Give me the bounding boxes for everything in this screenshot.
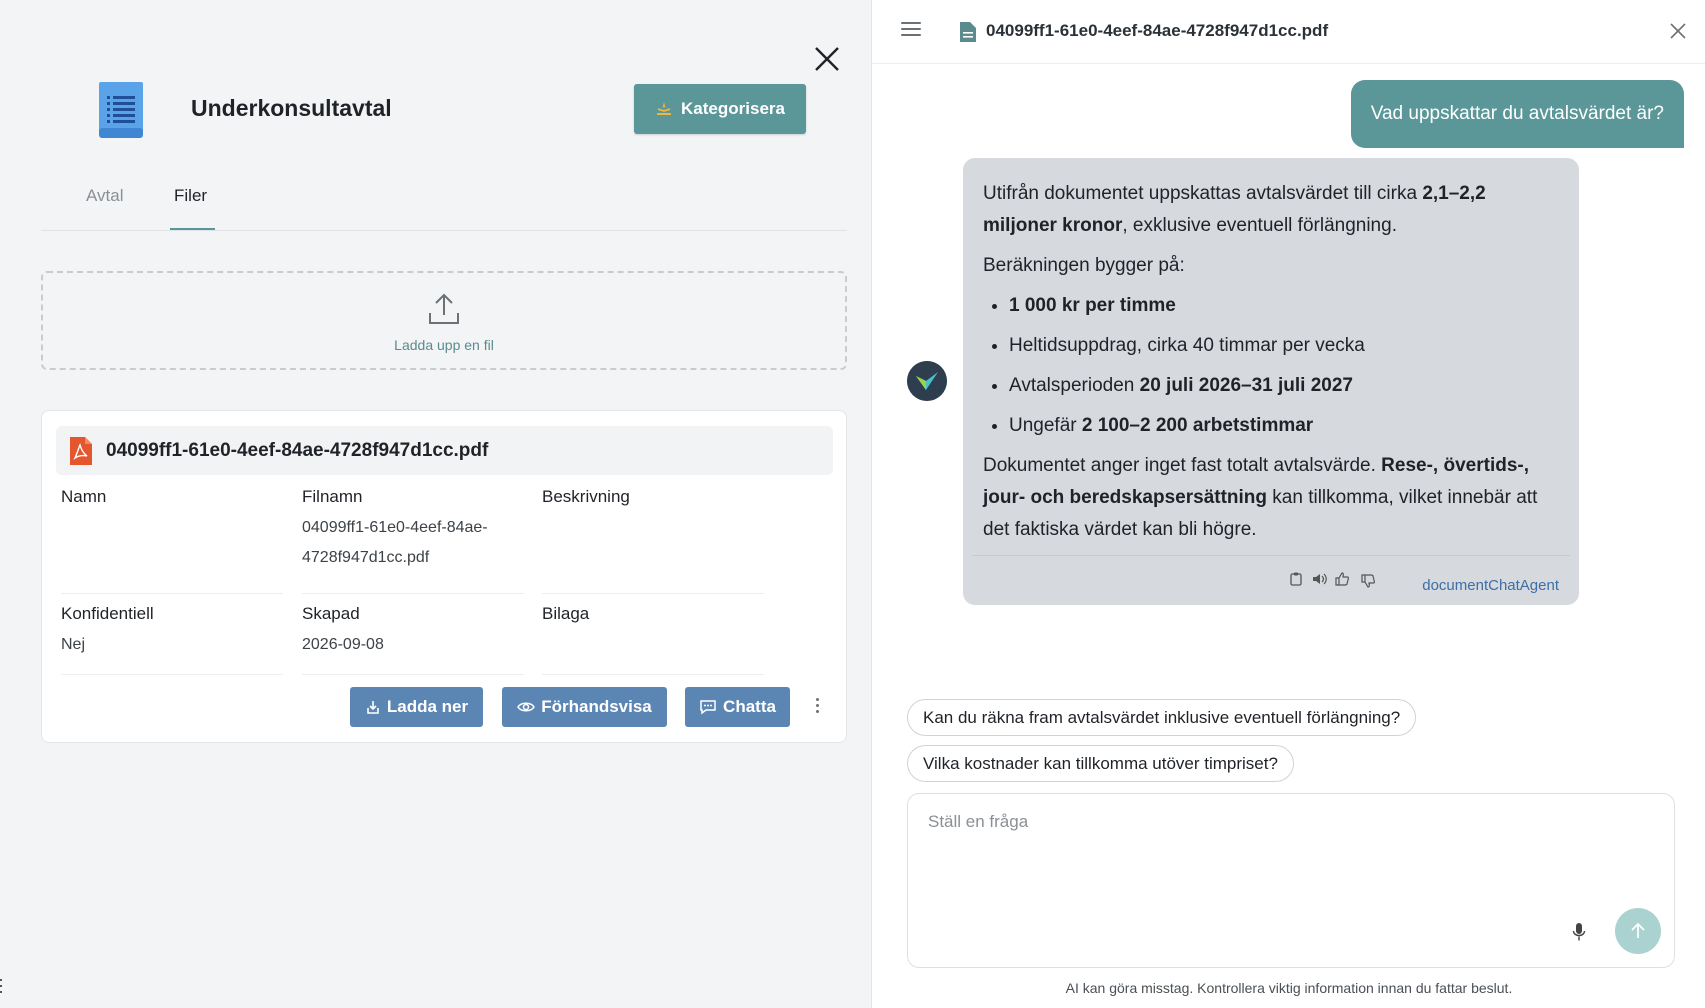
field-beskrivning	[542, 487, 630, 507]
message-actions	[972, 555, 1570, 605]
list-item	[1009, 290, 1559, 322]
field-value	[302, 513, 488, 573]
bot-paragraph: Beräkningen bygger på:	[983, 255, 1185, 276]
divider	[302, 593, 524, 594]
file-card	[41, 410, 847, 743]
chat-header	[872, 0, 1705, 64]
download-icon	[365, 699, 381, 715]
agent-name[interactable]: documentChatAgent	[1422, 577, 1559, 594]
document-icon	[97, 82, 145, 138]
tab-avtal[interactable]: Avtal	[86, 186, 124, 205]
file-header	[56, 426, 833, 475]
field-bilaga	[542, 604, 589, 624]
menu-icon[interactable]	[901, 22, 921, 38]
tab-filer[interactable]: Filer	[174, 186, 208, 205]
list-item	[1009, 410, 1559, 442]
field-value: Nej	[61, 636, 86, 653]
divider	[302, 674, 524, 675]
bold-text: 2,1–2,2 miljoner kronor	[983, 183, 1486, 236]
pdf-icon	[70, 437, 92, 465]
chat-label: Chatta	[723, 697, 776, 716]
input-placeholder: Ställ en fråga	[928, 812, 1029, 831]
bot-paragraph	[983, 450, 1559, 546]
divider	[542, 593, 764, 594]
thumbs-down-icon[interactable]	[1361, 574, 1375, 588]
bold-text: Rese-, övertids-, jour- och beredskapsersättning	[983, 455, 1529, 508]
page-title: Underkonsultavtal	[191, 95, 392, 121]
close-icon[interactable]	[1669, 22, 1687, 40]
mic-icon[interactable]	[1572, 922, 1586, 942]
send-arrow-icon	[1630, 922, 1646, 940]
user-message: Vad uppskattar du avtalsvärdet är?	[1351, 80, 1684, 148]
bold-text: 1 000 kr per timme	[1009, 295, 1176, 316]
field-label: Namn	[61, 487, 107, 506]
field-label: Beskrivning	[542, 487, 630, 506]
chat-file-title: 04099ff1-61e0-4eef-84ae-4728f947d1cc.pdf	[986, 21, 1329, 40]
field-skapad	[302, 604, 384, 660]
download-button[interactable]	[350, 687, 483, 727]
tab-bar	[41, 170, 847, 231]
field-label: Skapad	[302, 604, 360, 623]
download-label: Ladda ner	[386, 697, 469, 716]
filename-line: 4728f947d1cc.pdf	[302, 549, 430, 566]
field-konfidentiell	[61, 604, 154, 660]
text-span: Dokumentet anger inget fast totalt avtalsvärde.	[983, 455, 1382, 476]
send-button[interactable]	[1615, 908, 1661, 954]
chat-button[interactable]	[685, 687, 790, 727]
upload-dropzone[interactable]	[41, 271, 847, 370]
active-tab-indicator	[170, 228, 215, 230]
file-icon	[960, 22, 976, 42]
list-item: • Heltidsuppdrag, cirka 40 timmar per vecka	[1009, 330, 1559, 362]
edge-handle	[0, 975, 3, 1001]
sparkle-icon	[655, 101, 673, 117]
field-label: Bilaga	[542, 604, 590, 623]
categorize-button[interactable]	[634, 84, 806, 134]
chat-panel	[871, 0, 1705, 1008]
divider	[542, 674, 764, 675]
field-filnamn	[302, 487, 488, 573]
upload-icon	[426, 291, 462, 327]
text-span: kan tillkomma, vilket innebär att det faktiska värdet kan bli högre.	[983, 487, 1538, 540]
kebab-icon[interactable]	[812, 695, 822, 719]
suggestion-chip[interactable]: Kan du räkna fram avtalsvärdet inklusive eventuell förlängning?	[907, 699, 1416, 736]
copy-icon[interactable]	[1290, 572, 1302, 586]
divider	[61, 674, 283, 675]
categorize-label: Kategorisera	[681, 99, 785, 118]
upload-label: Ladda upp en fil	[394, 337, 494, 353]
chat-input[interactable]	[907, 793, 1675, 968]
divider	[61, 593, 283, 594]
preview-label: Förhandsvisa	[541, 697, 652, 716]
field-namn	[61, 487, 106, 507]
speaker-icon[interactable]	[1312, 572, 1327, 586]
bold-text: 20 juli 2026–31 juli 2027	[1139, 375, 1353, 396]
bot-paragraph	[983, 178, 1559, 242]
text-span: , exklusive eventuell förlängning.	[1122, 215, 1397, 236]
bot-list	[1009, 290, 1559, 442]
field-value: 2026-09-08	[302, 636, 384, 653]
bot-avatar	[907, 361, 947, 401]
field-label: Filnamn	[302, 487, 363, 506]
preview-button[interactable]	[502, 687, 667, 727]
thumbs-up-icon[interactable]	[1335, 572, 1349, 586]
field-label: Konfidentiell	[61, 604, 154, 623]
text-span: Ungefär	[1009, 415, 1082, 436]
eye-icon	[517, 700, 535, 714]
suggestion-chip[interactable]: Vilka kostnader kan tillkomma utöver timpriset?	[907, 745, 1294, 782]
disclaimer: AI kan göra misstag. Kontrollera viktig information innan du fattar beslut.	[1065, 980, 1513, 996]
file-name: 04099ff1-61e0-4eef-84ae-4728f947d1cc.pdf	[106, 440, 489, 461]
bot-message	[963, 158, 1579, 605]
filename-line: 04099ff1-61e0-4eef-84ae-	[302, 519, 488, 536]
chat-icon	[699, 699, 717, 715]
list-item	[1009, 370, 1559, 402]
text-span: Avtalsperioden	[1009, 375, 1140, 396]
close-icon[interactable]	[812, 44, 842, 74]
text-span: Utifrån dokumentet uppskattas avtalsvärdet till cirka	[983, 183, 1423, 204]
bold-text: 2 100–2 200 arbetstimmar	[1081, 415, 1314, 436]
